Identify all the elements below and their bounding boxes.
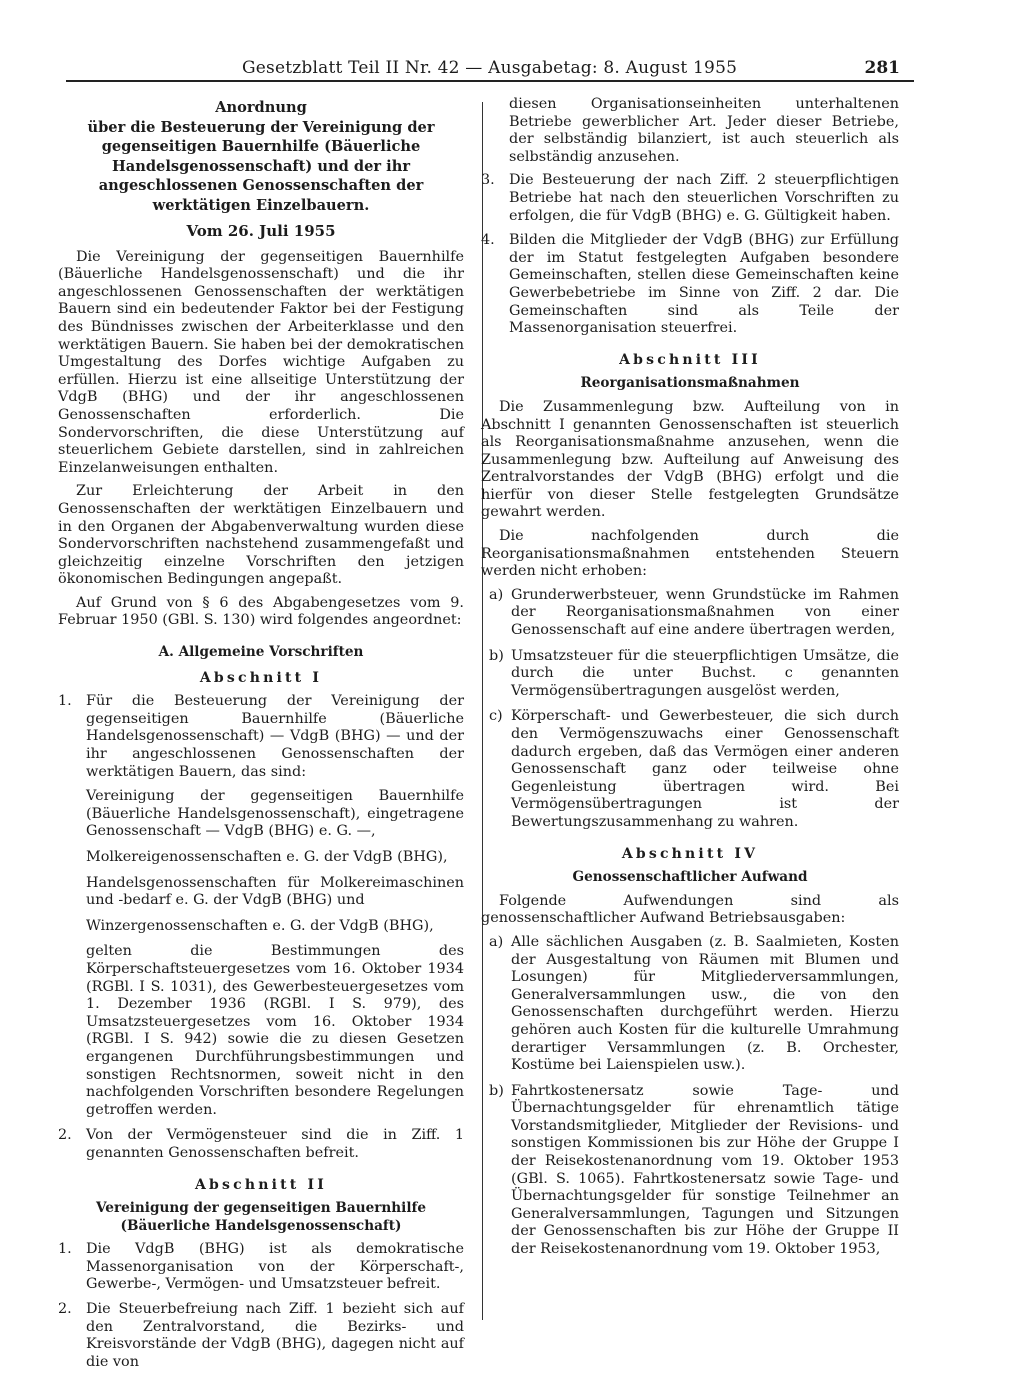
preamble-paragraph-1: Die Vereinigung der gegenseitigen Bauernhilfe (Bäuerliche Handelsgenossenschaft) und die ihr angeschlossenen Genossenschaften der werktätigen Bauern sind ein bedeutender Faktor bei der Festigung des Bündnisses zwischen der Arbeiterklasse und den werktätigen Bauern. Sie haben bei der demokratischen Umgestaltung des Dorfes wichtige Aufgaben zu erfüllen. Hierzu ist eine allseitige Unterstützung der VdgB (BHG) und der ihr angeschlossenen Genossenschaften erforderlich. Die Sondervorschriften, die diese Unterstützung auf steuerlichem Gebiete darstellen, sind in zahlreichen Einzelanweisungen enthalten. [58, 248, 464, 476]
item-text: Für die Besteuerung der Vereinigung der gegenseitigen Bauernhilfe (Bäuerliche Handelsgenossenschaft) — VdgB (BHG) — und der ihr angeschlossenen Genossenschaften der werktätigen Bauern, das sind: [86, 693, 464, 780]
section-3-paragraph-1: Die Zusammenlegung bzw. Aufteilung von in Abschnitt I genannten Genossenschaften ist steuerlich als Reorganisationsmaßnahme anzusehen, wenn die Zusammenlegung bzw. Aufteilung auf Anweisung des Zentralvorstandes der VdgB (BHG) erfolgt und die hierfür von dieser Stelle festgelegten Grundsätze gewahrt werden. [481, 398, 899, 521]
ordinance-title [58, 98, 464, 215]
item-text: Bilden die Mitglieder der VdgB (BHG) zur Erfüllung der im Statut festgelegten Aufgaben besondere Gemeinschaften, stellen diese Gemeinschaften keine Gewerbebetriebe im Sinne von Ziff. 2 dar. Die Gemeinschaften sind als Teile der Massenorganisation steuerfrei. [509, 232, 899, 337]
item-number: 1. [58, 1241, 72, 1258]
item-label: b) [489, 647, 504, 664]
section-1-item-1 [58, 693, 464, 781]
section-3-paragraph-2: Die nachfolgenden durch die Reorganisationsmaßnahmen entstehenden Steuern werden nicht erhoben: [481, 528, 899, 580]
left-column [58, 96, 464, 1378]
section-3-item-a [481, 587, 899, 640]
ordinance-title-line2: über die Besteuerung der Vereinigung der gegenseitigen Bauernhilfe (Bäuerliche Handelsgenossenschaft) und der ihr angeschlossenen Genossenschaften der werktätigen Einzelbauern. [87, 118, 435, 214]
section-3-item-c [481, 708, 899, 831]
section-4-title: Genossenschaftlicher Aufwand [572, 869, 808, 886]
item-number: 2. [58, 1127, 72, 1144]
item-number: 4. [481, 232, 495, 249]
preamble-paragraph-2: Zur Erleichterung der Arbeit in den Genossenschaften der werktätigen Einzelbauern und in den Organen der Abgabenverwaltung wurden diese Sondervorschriften nachstehend zusammengefaßt und gleichzeitig einzelne Vorschriften den jetzigen ökonomischen Bedingungen angepaßt. [58, 483, 464, 588]
organization-list-item-3: Handelsgenossenschaften für Molkereimaschinen und -bedarf e. G. der VdgB (BHG) und [86, 874, 464, 909]
page-header [66, 52, 914, 82]
item-label: c) [489, 708, 503, 725]
preamble-paragraph-3: Auf Grund von § 6 des Abgabengesetzes vom 9. Februar 1950 (GBl. S. 130) wird folgendes angeordnet: [58, 594, 464, 629]
page-number: 281 [864, 58, 900, 78]
section-2-item-4 [481, 232, 899, 338]
item-text: Körperschaft- und Gewerbesteuer, die sich durch den Vermögenszuwachs einer Genossenschaft dadurch ergeben, daß das Vermögen einer anderen Genossenschaft ganz oder teilweise ohne Gegenleistung übertragen wird. Bei Vermögensübertragungen ist der Bewertungszusammenhang zu wahren. [511, 708, 899, 830]
section-2-item-1 [58, 1241, 464, 1294]
section-4-item-a [481, 934, 899, 1075]
ordinance-date: Vom 26. Juli 1955 [186, 222, 336, 240]
section-3-item-b [481, 648, 899, 701]
section-3-title: Reorganisationsmaßnahmen [580, 375, 800, 392]
item-text: Alle sächlichen Ausgaben (z. B. Saalmieten, Kosten der Ausgestaltung von Räumen mit Blumen und Losungen) für Mitgliederversammlungen, Generalversammlungen usw., die von den Genossenschaften durchgeführt werden. Hierzu gehören auch Kosten für die kulturelle Umrahmung derartiger Versammlungen (z. B. Orchester, Kostüme bei Laienspielen usw.). [511, 933, 899, 1074]
item-text: Die Besteuerung der nach Ziff. 2 steuerpflichtigen Betriebe hat nach den steuerlichen Vorschriften zu erfolgen, die für VdgB (BHG) e. G. Gültigkeit haben. [509, 172, 899, 224]
organization-list-item-1: Vereinigung der gegenseitigen Bauernhilfe (Bäuerliche Handelsgenossenschaft), eingetragene Genossenschaft — VdgB (BHG) e. G. —, [86, 788, 464, 840]
item-text: Die VdgB (BHG) ist als demokratische Massenorganisation von der Körperschaft-, Gewerbe-, Vermögen- und Umsatzsteuer befreit. [86, 1241, 464, 1293]
section-3-heading: Abschnitt III [619, 351, 761, 368]
header-title: Gesetzblatt Teil II Nr. 42 — Ausgabetag: 8. August 1955 [242, 58, 738, 78]
item-label: a) [489, 586, 504, 603]
part-a-heading: A. Allgemeine Vorschriften [158, 644, 364, 661]
item-number: 2. [58, 1301, 72, 1318]
section-4-paragraph-1: Folgende Aufwendungen sind als genossenschaftlicher Aufwand Betriebsausgaben: [481, 892, 899, 927]
item-text: Fahrtkostenersatz sowie Tage- und Übernachtungsgelder für ehrenamtlich tätige Vorstandsmitglieder, Mitglieder der Revisions- und sonstigen Kommissionen bis zur Höhe der Gruppe I der Reisekostenanordnung vom 19. Oktober 1953 (GBl. S. 1065). Fahrtkostenersatz sowie Tage- und Übernachtungsgelder für sonstige Teilnehmer an Generalversammlungen, Tagungen und Sitzungen der Genossenschaften bis zur Höhe der Gruppe II der Reisekostenanordnung vom 19. Oktober 1953, [511, 1082, 899, 1258]
item-text: Von der Vermögensteuer sind die in Ziff. 1 genannten Genossenschaften befreit. [86, 1127, 464, 1161]
section-4-heading: Abschnitt IV [621, 845, 759, 862]
item-text: Umsatzsteuer für die steuerpflichtigen Umsätze, die durch die unter Buchst. c genannten Vermögensübertragungen ausgelöst werden, [511, 647, 899, 699]
section-2-item-2 [58, 1301, 464, 1371]
item-label: b) [489, 1082, 504, 1099]
organization-list-item-4: Winzergenossenschaften e. G. der VdgB (BHG), [86, 917, 434, 934]
right-column [481, 96, 899, 1267]
ordinance-title-line1: Anordnung [215, 99, 307, 116]
section-1-heading: Abschnitt I [199, 669, 323, 686]
item-number: 1. [58, 693, 72, 710]
section-4-item-b [481, 1083, 899, 1259]
item-label: a) [489, 933, 504, 950]
section-1-item-2 [58, 1127, 464, 1162]
section-2-heading: Abschnitt II [194, 1176, 328, 1193]
item-text: Grunderwerbsteuer, wenn Grundstücke im Rahmen der Reorganisationsmaßnahmen von einer Genossenschaft auf eine andere übertragen werden, [511, 586, 899, 639]
item-text: Die Steuerbefreiung nach Ziff. 1 bezieht sich auf den Zentralvorstand, die Bezirks- und Kreisvorstände der VdgB (BHG), dagegen nicht auf die von [86, 1301, 464, 1370]
organization-list-item-2: Molkereigenossenschaften e. G. der VdgB (BHG), [86, 849, 448, 865]
section-2-item-3 [481, 172, 899, 225]
section-2-item-2-continuation: diesen Organisationseinheiten unterhaltenen Betriebe gewerblicher Art. Jeder dieser Betriebe, der selbständig bilanziert, ist auch steuerlich als selbständig anzusehen. [509, 96, 899, 165]
section-2-title: Vereinigung der gegenseitigen Bauernhilfe (Bäuerliche Handelsgenossenschaft) [96, 1200, 426, 1234]
item-number: 3. [481, 172, 495, 189]
section-1-item-1-continuation: gelten die Bestimmungen des Körperschaftsteuergesetzes vom 16. Oktober 1934 (RGBl. I S. 1031), des Gewerbesteuergesetzes vom 1. Dezember 1936 (RGBl. I S. 979), des Umsatzsteuergesetzes vom 16. Oktober 1934 (RGBl. I S. 942) sowie die zu diesen Gesetzen ergangenen Durchführungsbestimmungen und sonstigen Rechtsnormen, soweit nicht in den nachfolgenden Vorschriften besondere Regelungen getroffen werden. [86, 943, 464, 1118]
